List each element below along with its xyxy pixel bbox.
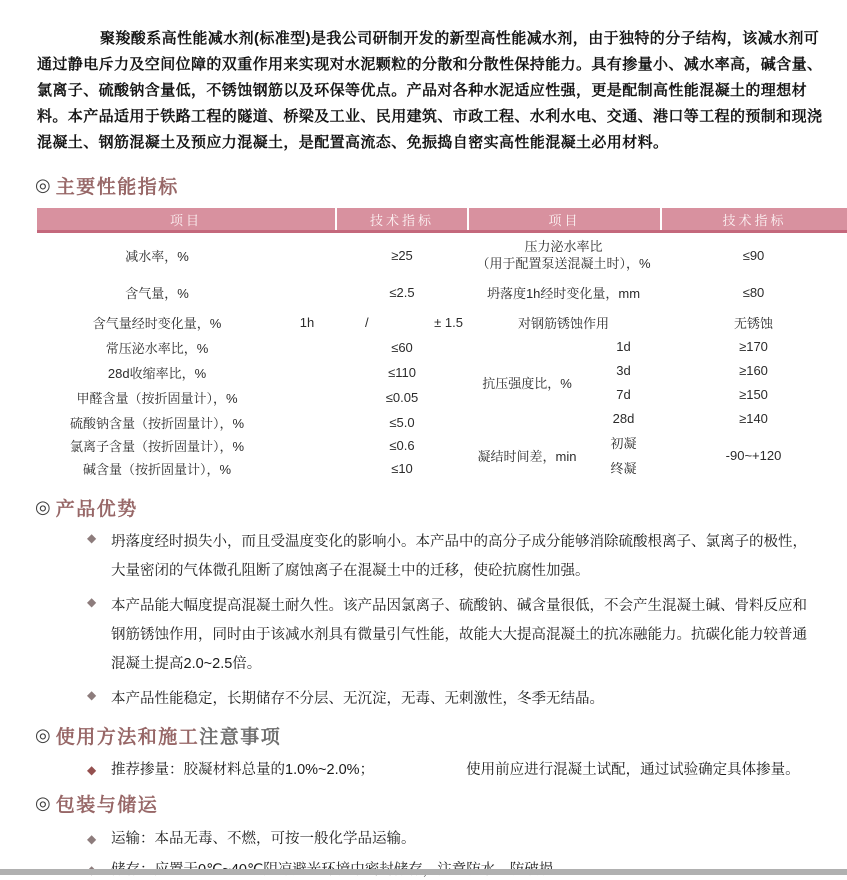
table-row: [467, 275, 847, 309]
row-label: 氯离子含量（按折固量计），%: [69, 439, 245, 454]
table-row-air-content-change: [37, 309, 467, 335]
strength-values: [660, 335, 847, 430]
table-row: [37, 457, 467, 480]
section-ring-icon: ◎: [35, 793, 51, 813]
diamond-bullet-icon: ◆: [87, 688, 97, 702]
row-label: 凝结时间差，min: [477, 448, 577, 464]
section-title-packaging: 包装与储运: [55, 794, 159, 816]
performance-table-left: [37, 208, 467, 480]
section-title-usage: 使用方法和施工注意事项: [55, 726, 282, 748]
column-header-item: 项目: [37, 208, 337, 230]
initial-set-label: 初凝: [610, 436, 637, 451]
diamond-bullet-icon: ◆: [87, 595, 97, 609]
list-item: [87, 685, 831, 714]
table-header-right: [467, 208, 847, 233]
row-label: 28d收缩率比，%: [107, 366, 207, 381]
diamond-bullet-icon: ◆: [87, 531, 97, 545]
advantage-text: 本产品性能稳定，长期储存不分层、无沉淀，无毒、无刺激性，冬季无结晶。: [111, 691, 604, 707]
final-set-label: 终凝: [610, 461, 637, 476]
row-value: ≥150: [739, 386, 768, 402]
row-slash: /: [365, 314, 369, 330]
row-value: ≤2.5: [389, 284, 415, 300]
advantages-list: [87, 528, 831, 714]
row-value: ≥170: [739, 339, 768, 355]
row-label: 坍落度1h经时变化量，mm: [486, 285, 641, 301]
row-value: ≤90: [742, 247, 765, 263]
performance-table-right: [467, 208, 847, 480]
row-label: 常压泌水率比，%: [105, 341, 209, 356]
age-label: 3d: [616, 363, 631, 379]
row-label: 含气量经时变化量，%: [92, 315, 222, 331]
section-title-advantages: 产品优势: [55, 498, 138, 520]
row-label: 抗压强度比，%: [482, 376, 572, 391]
section-header-advantages: [35, 494, 831, 520]
row-value: 无锈蚀: [733, 315, 773, 331]
table-block-setting-time: [467, 430, 847, 480]
table-header-left: [37, 208, 467, 233]
table-row: [37, 275, 467, 309]
section-header-usage: [35, 722, 831, 748]
table-body-left: [37, 233, 467, 480]
column-header-indicator: 技术指标: [369, 212, 434, 228]
section-ring-icon: ◎: [35, 175, 51, 195]
table-row: [37, 235, 467, 275]
table-row: [467, 309, 847, 335]
section-header-packaging: [35, 790, 831, 816]
strength-ages: [587, 335, 660, 430]
row-value: ≤10: [391, 461, 413, 476]
row-label: 压力泌水率比 （用于配置泵送混凝土时），%: [476, 239, 651, 271]
transport-text: 运输：本品无毒、不燃，可按一般化学品运输。: [111, 831, 416, 847]
row-value: ≤60: [391, 340, 413, 355]
table-body-right: [467, 233, 847, 480]
age-label: 1d: [616, 339, 631, 355]
age-label: 7d: [616, 386, 631, 402]
row-label: 硫酸钠含量（按折固量计），%: [69, 415, 245, 431]
list-item: [87, 760, 831, 780]
row-value: ± 1.5: [434, 314, 463, 330]
section-ring-icon: ◎: [35, 497, 51, 517]
table-block-compressive-strength: [467, 335, 847, 430]
diamond-bullet-icon: ◆: [87, 832, 97, 846]
row-label: 含气量，%: [125, 285, 189, 301]
section-ring-icon: ◎: [35, 725, 51, 745]
scan-edge-artifact: [0, 869, 847, 875]
row-value: ≤110: [388, 365, 416, 380]
row-value: -90~+120: [725, 447, 782, 463]
setting-sub-labels: [587, 430, 660, 480]
dosage-text: 推荐掺量：胶凝材料总量的1.0%~2.0%；: [111, 762, 375, 778]
list-item: [87, 592, 831, 679]
row-value: ≤80: [742, 284, 765, 300]
usage-row: [111, 760, 800, 780]
age-label: 28d: [612, 410, 635, 426]
list-item: [87, 829, 831, 849]
row-value: ≥25: [391, 247, 413, 263]
usage-list: [87, 760, 831, 780]
table-row: [37, 335, 467, 360]
row-value: ≤5.0: [389, 414, 415, 430]
row-time-condition: 1h: [299, 314, 315, 330]
column-header-item: 项目: [467, 208, 662, 230]
advantage-text: 坍落度经时损失小，而且受温度变化的影响小。本产品中的高分子成分能够消除硫酸根离子、氯离子的极性，大量密闭的气体微孔阻断了腐蚀离子在混凝土中的迁移，使砼抗腐性加强。: [111, 534, 807, 579]
table-row: [37, 434, 467, 457]
row-label: 甲醛含量（按折固量计），%: [76, 391, 238, 406]
table-row: [37, 410, 467, 434]
performance-table: [37, 208, 847, 480]
row-label: 碱含量（按折固量计），%: [82, 462, 232, 477]
table-row: [37, 360, 467, 385]
row-label: 对钢筋锈蚀作用: [517, 315, 609, 331]
row-label: 减水率，%: [125, 248, 189, 264]
section-header-performance: [35, 172, 831, 198]
diamond-bullet-icon: ◆: [87, 763, 97, 777]
advantage-text: 本产品能大幅度提高混凝土耐久性。该产品因氯离子、硫酸钠、碱含量很低，不会产生混凝土碱、骨料反应和钢筋锈蚀作用，同时由于该减水剂具有微量引气性能，故能大大提高混凝土的抗冻融能力。抗碳化能力较普通混凝土提高2.0~2.5倍。: [111, 598, 807, 672]
row-value: ≤0.05: [385, 390, 419, 405]
table-row-pressure-bleeding: [467, 235, 847, 275]
table-row: [37, 385, 467, 410]
intro-paragraph: 聚羧酸系高性能减水剂(标准型)是我公司研制开发的新型高性能减水剂，由于独特的分子结构，该减水剂可通过静电斥力及空间位障的双重作用来实现对水泥颗粒的分散和分散性保持能力。具有掺量小、减水率高，碱含量、氯离子、硫酸钠含量低，不锈蚀钢筋以及环保等优点。产品对各种水泥适应性强，更是配制高性能混凝土的理想材料。本产品适用于铁路工程的隧道、桥梁及工业、民用建筑、市政工程、水利水电、交通、港口等工程的预制和现浇混凝土、钢筋混凝土及预应力混凝土，是配置高流态、免振捣自密实高性能混凝土必用材料。: [37, 30, 823, 151]
list-item: [87, 528, 831, 586]
row-value: ≥160: [739, 363, 768, 379]
row-value: ≤0.6: [389, 438, 415, 453]
section-title-performance: 主要性能指标: [55, 176, 179, 198]
column-header-indicator: 技术指标: [722, 212, 787, 228]
row-value: ≥140: [739, 410, 768, 426]
trial-mix-note: 使用前应进行混凝土试配，通过试验确定具体掺量。: [466, 762, 800, 778]
